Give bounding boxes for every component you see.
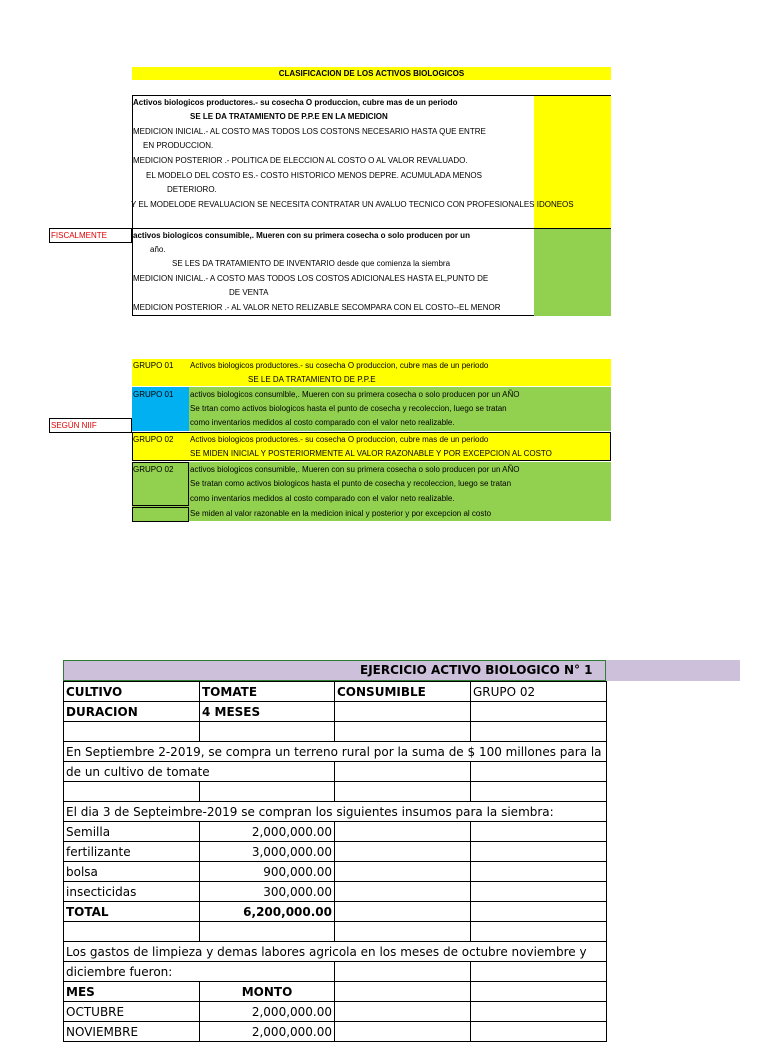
text-line: Activos biologicos productores.- su cosecha O produccion, cubre mas de un periodo (190, 361, 489, 370)
text-line: Activos biologicos productores.- su cosecha O produccion, cubre mas de un periodo (133, 98, 458, 107)
cell (335, 982, 471, 1002)
text-line: Se miden al valor razonable en la medicion inical y posterior y por excepcion al costo (190, 509, 492, 518)
text-line: SE LE DA TRATAMIENTO DE P.P.E EN LA MEDICION (190, 112, 388, 121)
cell (64, 722, 200, 742)
cell: 900,000.00 (200, 862, 335, 882)
grupo-label: GRUPO 01 (133, 361, 174, 370)
cell: En Septiembre 2-2019, se compra un terreno rural por la suma de $ 100 millones para la (64, 742, 607, 762)
cell: MES (64, 982, 200, 1002)
cell (471, 902, 607, 922)
text-line: MEDICION INICIAL.- A COSTO MAS TODOS LOS COSTOS ADICIONALES HASTA EL,PUNTO DE (133, 274, 489, 283)
cell (335, 782, 471, 802)
cell: de un cultivo de tomate (64, 762, 335, 782)
text-line: activos biologicos consumlble,. Mueren con su primera cosecha o solo producen por un AÑO (190, 390, 520, 399)
cell (471, 862, 607, 882)
cell: 4 MESES (200, 702, 335, 722)
cell (335, 902, 471, 922)
empty-bordered-cell (132, 507, 189, 522)
cell: 2,000,000.00 (200, 1022, 335, 1042)
cell (471, 702, 607, 722)
cell (471, 1022, 607, 1042)
text-line: SE LES DA TRATAMIENTO DE INVENTARIO desde que comienza la siembra (172, 259, 451, 268)
cell (471, 982, 607, 1002)
text-line: MEDICION POSTERIOR .- AL VALOR NETO RELIZABLE SECOMPARA CON EL COSTO--EL MENOR (133, 303, 501, 312)
table-row (64, 782, 607, 802)
cell: 6,200,000.00 (200, 902, 335, 922)
text-line: activos biologicos consumible,. Mueren con su primera cosecha o solo producen por un AÑO (190, 465, 520, 474)
text-line: Se tratan como activos biologicos hasta el punto de cosecha y recoleccion, luego se tratan (190, 479, 512, 488)
text-line: año. (150, 245, 166, 254)
cell (335, 962, 471, 982)
cell: Los gastos de limpieza y demas labores agricola en los meses de octubre noviembre y (64, 942, 607, 962)
text-line: MEDICION POSTERIOR .- POLITICA DE ELECCION AL COSTO O AL VALOR REVALUADO. (133, 156, 468, 165)
cell (335, 882, 471, 902)
cell (471, 842, 607, 862)
cell (335, 722, 471, 742)
table-row (64, 982, 607, 1002)
table-row (64, 862, 607, 882)
cell: TOMATE (200, 682, 335, 702)
cell (471, 962, 607, 982)
cell: 3,000,000.00 (200, 842, 335, 862)
text-line: como inventarios medidos al costo comparado con el valor neto realizable. (190, 494, 455, 503)
cell (471, 782, 607, 802)
table-row (64, 702, 607, 722)
cell (335, 922, 471, 942)
table-row (64, 882, 607, 902)
text-line: Se trtan como activos biologicos hasta el punto de cosecha y recoleccion, luego se tratan (190, 404, 507, 413)
cell: Semilla (64, 822, 200, 842)
table-row (64, 842, 607, 862)
cell: insecticidas (64, 882, 200, 902)
cell: DURACION (64, 702, 200, 722)
table-row (64, 682, 607, 702)
cell (200, 722, 335, 742)
cell (471, 822, 607, 842)
table-row (64, 902, 607, 922)
table-row (64, 962, 607, 982)
text-line: activos biologicos consumible,. Mueren con su primera cosecha o solo producen por un (133, 231, 470, 240)
grupo-label: GRUPO 02 (133, 435, 174, 444)
cell (471, 722, 607, 742)
text-line: Activos biologicos productores.- su cosecha O produccion, cubre mas de un periodo (190, 435, 489, 444)
table-row (64, 942, 607, 962)
text-line: EN PRODUCCION. (143, 141, 214, 150)
cell (471, 922, 607, 942)
table-row (64, 822, 607, 842)
divider (133, 228, 611, 229)
cell (335, 822, 471, 842)
text-line: MEDICION INICIAL.- AL COSTO MAS TODOS LOS COSTONS NECESARIO HASTA QUE ENTRE (133, 127, 486, 136)
exercise-title: EJERCICIO ACTIVO BIOLOGICO N° 1 (360, 663, 593, 677)
cell (471, 882, 607, 902)
table-row (64, 1022, 607, 1042)
text-line: DETERIORO. (167, 185, 217, 194)
segun-niif-label: SEGÚN NIIF (49, 418, 132, 433)
cell: CULTIVO (64, 682, 200, 702)
cell: 2,000,000.00 (200, 822, 335, 842)
cell (335, 862, 471, 882)
cell: 300,000.00 (200, 882, 335, 902)
cell: fertilizante (64, 842, 200, 862)
cell: NOVIEMBRE (64, 1022, 200, 1042)
cell (64, 922, 200, 942)
text-line: Y EL MODELODE REVALUACION SE NECESITA CONTRATAR UN AVALUO TECNICO CON PROFESIONALES IDONEOS (131, 200, 574, 209)
grupo-label: GRUPO 01 (133, 390, 174, 399)
cell (335, 1022, 471, 1042)
table-row (64, 722, 607, 742)
cell: TOTAL (64, 902, 200, 922)
cell (335, 1002, 471, 1022)
classification-title: CLASIFICACION DE LOS ACTIVOS BIOLOGICOS (132, 67, 611, 80)
cell (471, 1002, 607, 1022)
table-row (64, 742, 607, 762)
table-row (64, 1002, 607, 1022)
text-line: EL MODELO DEL COSTO ES.- COSTO HISTORICO MENOS DEPRE. ACUMULADA MENOS (146, 171, 482, 180)
text-line: SE MIDEN INICIAL Y POSTERIORMENTE AL VALOR RAZONABLE Y POR EXCEPCION AL COSTO (190, 449, 552, 458)
green-cell-block (534, 228, 611, 316)
cell (335, 842, 471, 862)
text-line: SE LE DA TRATAMIENTO DE P.P.E (248, 375, 376, 384)
cell: GRUPO 02 (471, 682, 607, 702)
cell: MONTO (200, 982, 335, 1002)
text-line: como inventarios medidos al costo comparado con el valor neto realizable. (190, 418, 455, 427)
cell (471, 762, 607, 782)
cell (200, 782, 335, 802)
table-row (64, 762, 607, 782)
cell: bolsa (64, 862, 200, 882)
cell: El dia 3 de Septeimbre-2019 se compran los siguientes insumos para la siembra: (64, 802, 607, 822)
exercise-table (63, 681, 607, 1042)
table-row (64, 802, 607, 822)
cell (335, 702, 471, 722)
text-line: DE VENTA (229, 288, 269, 297)
fiscalmente-label: FISCALMENTE (49, 228, 132, 243)
grupo-label: GRUPO 02 (133, 465, 174, 474)
cell: diciembre fueron: (64, 962, 335, 982)
table-row (64, 922, 607, 942)
cell (200, 922, 335, 942)
cell: CONSUMIBLE (335, 682, 471, 702)
cell (64, 782, 200, 802)
cell: OCTUBRE (64, 1002, 200, 1022)
cell: 2,000,000.00 (200, 1002, 335, 1022)
cell (335, 762, 471, 782)
